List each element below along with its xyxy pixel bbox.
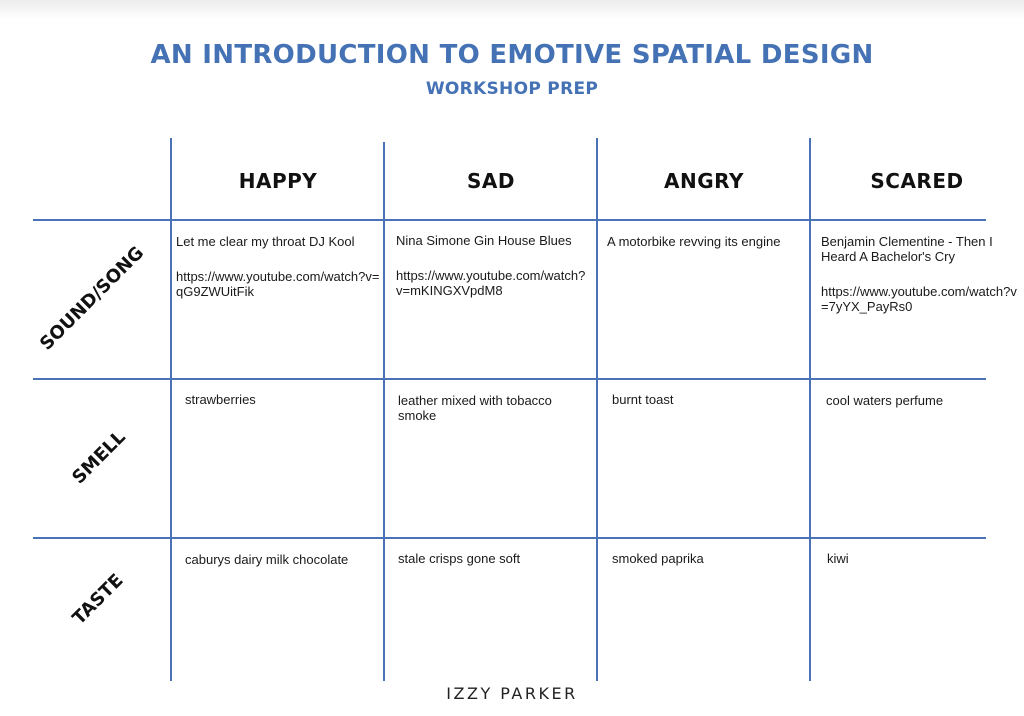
- row-header-smell: SMELL: [68, 426, 130, 489]
- cell-text: burnt toast: [612, 392, 674, 407]
- cell-sound-happy: [176, 234, 384, 299]
- cell-text: smoked paprika: [612, 551, 704, 566]
- grid-line-h3: [33, 537, 986, 539]
- row-header-sound-song: SOUND/SONG: [35, 242, 149, 355]
- grid-line-h1: [33, 219, 986, 221]
- cell-taste-angry: [612, 551, 820, 566]
- cell-sound-sad: [396, 233, 588, 298]
- column-header-angry: ANGRY: [664, 169, 744, 193]
- cell-text: leather mixed with tobacco smoke: [398, 393, 552, 423]
- cell-text: Let me clear my throat DJ Kool: [176, 234, 355, 249]
- cell-text: stale crisps gone soft: [398, 551, 521, 566]
- youtube-link[interactable]: https://www.youtube.com/watch?v=7yYX_PayRs0: [821, 284, 1017, 314]
- row-header-taste: TASTE: [68, 570, 128, 629]
- cell-smell-sad: [398, 393, 588, 423]
- column-header-happy: HAPPY: [238, 169, 318, 193]
- cell-text: Nina Simone Gin House Blues: [396, 233, 572, 248]
- cell-text: cool waters perfume: [826, 393, 944, 408]
- cell-text: strawberries: [185, 392, 256, 407]
- cell-smell-scared: [826, 393, 1006, 408]
- cell-taste-scared: [827, 551, 997, 566]
- cell-smell-happy: [185, 392, 393, 407]
- youtube-link[interactable]: https://www.youtube.com/watch?v=qG9ZWUitFik: [176, 269, 380, 299]
- column-header-sad: SAD: [467, 169, 515, 193]
- page-subtitle: WORKSHOP PREP: [425, 79, 599, 99]
- cell-taste-happy: [185, 552, 393, 567]
- column-header-scared: SCARED: [870, 169, 964, 193]
- cell-taste-sad: [398, 551, 606, 566]
- cell-text: Benjamin Clementine - Then I Heard A Bachelor's Cry: [821, 234, 993, 264]
- author-name: IZZY PARKER: [446, 684, 578, 703]
- cell-sound-angry: [607, 234, 803, 249]
- page-title: AN INTRODUCTION TO EMOTIVE SPATIAL DESIGN: [150, 40, 874, 70]
- youtube-link[interactable]: https://www.youtube.com/watch?v=mKINGXVpdM8: [396, 268, 586, 298]
- grid-line-h2: [33, 378, 986, 380]
- cell-sound-scared: [821, 234, 1017, 314]
- cell-smell-angry: [612, 392, 820, 407]
- cell-text: kiwi: [827, 551, 849, 566]
- top-band: [0, 0, 1024, 20]
- cell-text: A motorbike revving its engine: [607, 234, 781, 249]
- cell-text: caburys dairy milk chocolate: [185, 552, 349, 567]
- grid-line-v2: [383, 142, 385, 681]
